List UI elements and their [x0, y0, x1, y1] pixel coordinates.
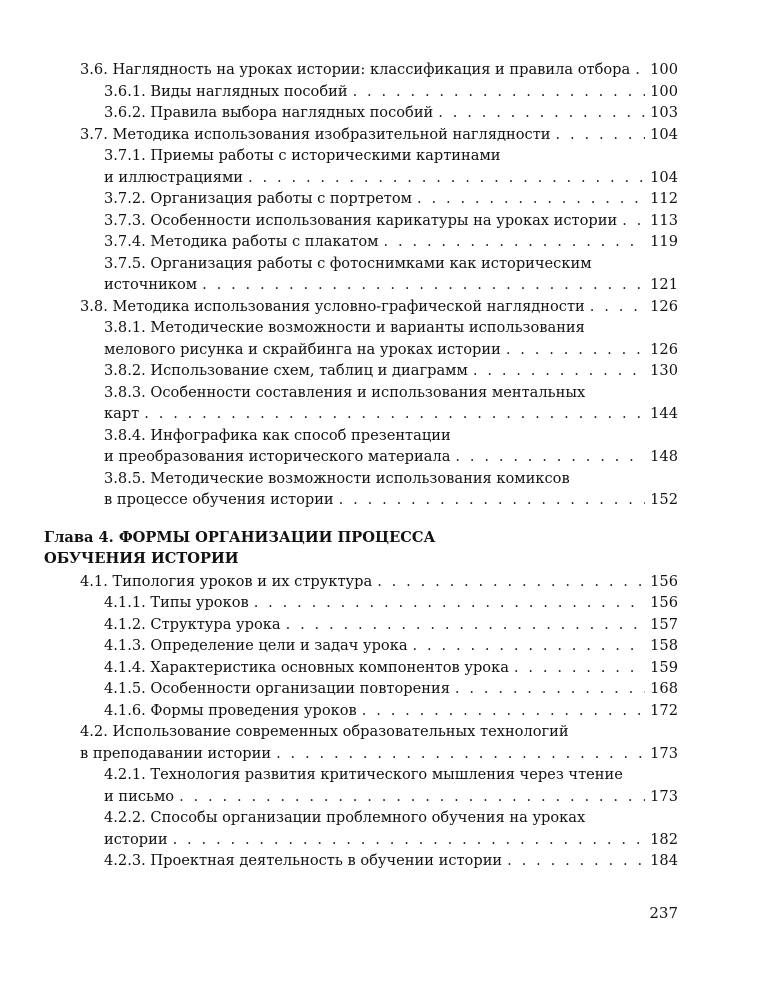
toc-entry-line — [104, 850, 678, 872]
toc-entry-line — [104, 592, 678, 614]
toc-page-number: 126 — [650, 340, 678, 358]
toc-page-number: 173 — [650, 744, 678, 762]
toc-entry[interactable] — [0, 635, 768, 657]
toc-entry[interactable] — [0, 807, 768, 850]
toc-page-number: 184 — [650, 852, 678, 869]
toc-entry[interactable] — [0, 678, 768, 700]
toc-entry[interactable] — [0, 59, 768, 81]
toc-entry-title: 4.1.4. Характеристика основных компонентов урока — [104, 658, 509, 676]
toc-page-number: 130 — [650, 362, 678, 379]
toc-entry[interactable] — [0, 188, 768, 210]
toc-page-number: 157 — [650, 615, 678, 633]
toc-entry-line — [104, 317, 678, 339]
dot-leader — [506, 339, 645, 361]
toc-entry-title: 3.7. Методика использования изобразительной наглядности — [80, 125, 551, 143]
toc-entry-title: 3.8.5. Методические возможности использования комиксов — [104, 469, 570, 487]
toc-page-number: 119 — [650, 233, 678, 250]
toc-entry[interactable] — [0, 124, 768, 146]
dot-leader — [473, 360, 645, 382]
chapter-heading — [44, 527, 768, 570]
dot-leader — [173, 829, 646, 851]
toc-entry-title: 4.1. Типология уроков и их структура — [80, 572, 373, 590]
toc-entry[interactable] — [0, 657, 768, 679]
toc-page-number: 144 — [650, 405, 678, 422]
dot-leader — [144, 403, 645, 425]
toc-entry-line — [80, 721, 678, 743]
toc-entry-line — [104, 614, 678, 636]
dot-leader — [590, 296, 645, 318]
toc-entry[interactable] — [0, 592, 768, 614]
toc-entry-line — [104, 145, 678, 167]
toc-entry-line — [104, 210, 678, 232]
toc-entry-line — [80, 296, 678, 318]
toc-page-number: 100 — [650, 61, 678, 78]
toc-entry-line — [104, 786, 678, 808]
toc-entry-title: и иллюстрациями — [104, 168, 244, 186]
toc-entry-title: 3.6.2. Правила выбора наглядных пособий — [104, 104, 434, 121]
toc-entry-line — [104, 468, 678, 490]
toc-page-number: 103 — [650, 104, 678, 121]
dot-leader — [556, 124, 646, 146]
toc-entry-line — [104, 339, 678, 361]
toc-entry-title: 4.1.6. Формы проведения уроков — [104, 701, 357, 719]
toc-entry[interactable] — [0, 721, 768, 764]
toc-entry-title: 4.1.5. Особенности организации повторения — [104, 680, 450, 697]
toc-entry[interactable] — [0, 468, 768, 511]
toc-page-number: 100 — [650, 82, 678, 100]
toc-page-number: 112 — [650, 190, 678, 207]
toc-entry[interactable] — [0, 700, 768, 722]
toc-entry-title: 3.7.4. Методика работы с плакатом — [104, 233, 379, 250]
toc-page-number: 172 — [650, 701, 678, 719]
dot-leader — [514, 657, 645, 679]
toc-page-number: 148 — [650, 448, 678, 465]
dot-leader — [248, 167, 645, 189]
toc-entry-line — [104, 635, 678, 657]
toc-entry-line — [80, 743, 678, 765]
toc-entry-line — [104, 764, 678, 786]
toc-entry-title: 4.1.2. Структура урока — [104, 615, 281, 633]
toc-entry-line — [80, 124, 678, 146]
toc-entry-title: 3.6.1. Виды наглядных пособий — [104, 82, 348, 100]
dot-leader — [202, 274, 645, 296]
toc-entry-line — [104, 253, 678, 275]
toc-entry-line — [104, 360, 678, 382]
toc-entry[interactable] — [0, 102, 768, 124]
toc-entry-line — [104, 678, 678, 700]
toc-page-number: 158 — [650, 637, 678, 654]
toc-entry-line — [104, 274, 678, 296]
dot-leader — [384, 231, 646, 253]
toc-entry-line — [104, 829, 678, 851]
toc-entry-line — [104, 188, 678, 210]
toc-entry-title: 4.2. Использование современных образовательных технологий — [80, 723, 569, 740]
toc-page-number: 121 — [650, 276, 678, 293]
toc-page-number: 182 — [650, 830, 678, 848]
toc-entry[interactable] — [0, 231, 768, 253]
toc-entry-title: 3.8. Методика использования условно-графической наглядности — [80, 297, 585, 315]
toc-entry-line — [104, 81, 678, 103]
toc-entry-title: 4.2.2. Способы организации проблемного обучения на уроках — [104, 809, 586, 826]
toc-entry-line — [104, 102, 678, 124]
toc-entry-title: 3.7.2. Организация работы с портретом — [104, 190, 413, 207]
dot-leader — [417, 188, 645, 210]
toc-page-number: 152 — [650, 491, 678, 508]
toc-entry-title: 4.1.3. Определение цели и задач урока — [104, 637, 408, 654]
dot-leader — [635, 59, 645, 81]
toc-entry-title: 4.2.1. Технология развития критического мышления через чтение — [104, 766, 623, 783]
toc-entry-title: 3.8.3. Особенности составления и использования ментальных — [104, 383, 586, 401]
toc-entry-title: 4.1.1. Типы уроков — [104, 594, 249, 611]
toc-entry-line — [80, 571, 678, 593]
toc-entry[interactable] — [0, 764, 768, 807]
toc-entry-title: 3.8.2. Использование схем, таблиц и диаграмм — [104, 362, 468, 379]
toc-entry[interactable] — [0, 210, 768, 232]
dot-leader — [286, 614, 646, 636]
toc-entry[interactable] — [0, 614, 768, 636]
toc-entry-line — [104, 489, 678, 511]
dot-leader — [362, 700, 645, 722]
toc-entry-title: источником — [104, 276, 198, 293]
toc-section-chapter-4 — [0, 571, 768, 872]
toc-entry-line — [80, 59, 678, 81]
toc-entry-line — [104, 700, 678, 722]
toc-entry-line — [104, 167, 678, 189]
toc-entry[interactable] — [0, 425, 768, 468]
toc-entry-title: 3.8.4. Инфографика как способ презентации — [104, 426, 451, 444]
dot-leader — [438, 102, 645, 124]
chapter-heading-line-2: ОБУЧЕНИЯ ИСТОРИИ — [44, 550, 239, 567]
toc-entry[interactable] — [0, 382, 768, 425]
toc-entry-title: мелового рисунка и скрайбинга на уроках истории — [104, 340, 501, 358]
toc-entry[interactable] — [0, 360, 768, 382]
dot-leader — [455, 678, 645, 700]
dot-leader — [507, 850, 645, 872]
toc-entry[interactable] — [0, 81, 768, 103]
toc-page-number: 159 — [650, 658, 678, 676]
toc-entry[interactable] — [0, 145, 768, 188]
toc-entry-title: 3.7.3. Особенности использования карикатуры на уроках истории — [104, 211, 618, 229]
dot-leader — [353, 81, 646, 103]
toc-page-number: 126 — [650, 297, 678, 315]
toc-entry[interactable] — [0, 571, 768, 593]
toc-page-number: 173 — [650, 787, 678, 805]
toc-entry-line — [104, 807, 678, 829]
dot-leader — [377, 571, 645, 593]
toc-entry-line — [104, 382, 678, 404]
chapter-heading-line-1: Глава 4. ФОРМЫ ОРГАНИЗАЦИИ ПРОЦЕССА — [44, 528, 436, 546]
page-number: 237 — [649, 904, 678, 922]
table-of-contents — [0, 59, 768, 872]
toc-page-number: 168 — [650, 680, 678, 697]
toc-section-chapter-3 — [0, 59, 768, 511]
dot-leader — [339, 489, 645, 511]
toc-entry-title: истории — [104, 830, 168, 848]
toc-entry-title: карт — [104, 405, 140, 422]
toc-entry-line — [104, 231, 678, 253]
toc-page-number: 104 — [650, 168, 678, 186]
toc-entry-line — [104, 446, 678, 468]
toc-entry-line — [104, 403, 678, 425]
toc-page-number: 104 — [650, 125, 678, 143]
toc-page-number: 156 — [650, 594, 678, 611]
dot-leader — [276, 743, 645, 765]
toc-entry-title: и письмо — [104, 787, 175, 805]
dot-leader — [254, 592, 645, 614]
dot-leader — [622, 210, 645, 232]
toc-entry-line — [104, 425, 678, 447]
toc-entry-title: 3.7.1. Приемы работы с историческими картинами — [104, 147, 501, 164]
dot-leader — [179, 786, 645, 808]
toc-page-number: 113 — [650, 211, 678, 229]
toc-entry-title: 4.2.3. Проектная деятельность в обучении истории — [104, 852, 503, 869]
toc-entry-line — [104, 657, 678, 679]
toc-entry-title: 3.8.1. Методические возможности и варианты использования — [104, 319, 585, 336]
toc-page-number: 156 — [650, 572, 678, 590]
toc-entry-title: в преподавании истории — [80, 744, 272, 762]
toc-entry-title: и преобразования исторического материала — [104, 448, 451, 465]
toc-entry[interactable] — [0, 850, 768, 872]
toc-entry-title: 3.6. Наглядность на уроках истории: классификация и правила отбора — [80, 61, 631, 78]
toc-entry[interactable] — [0, 296, 768, 318]
toc-entry[interactable] — [0, 253, 768, 296]
toc-entry[interactable] — [0, 317, 768, 360]
dot-leader — [413, 635, 646, 657]
dot-leader — [455, 446, 645, 468]
toc-entry-title: в процессе обучения истории — [104, 491, 334, 508]
toc-entry-title: 3.7.5. Организация работы с фотоснимками как историческим — [104, 254, 592, 272]
